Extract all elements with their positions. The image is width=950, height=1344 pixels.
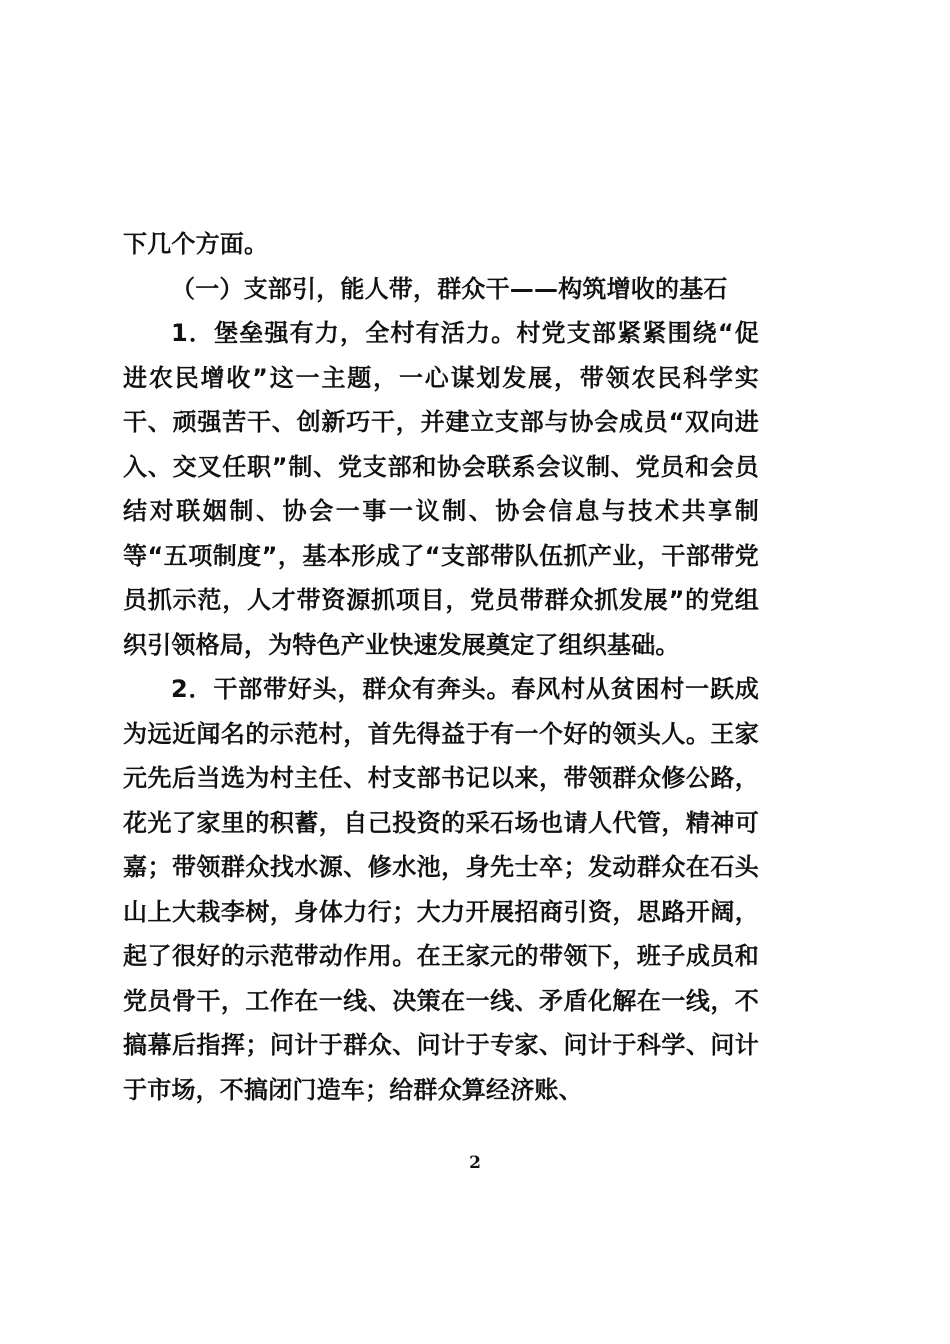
paragraph-2: 2．干部带好头，群众有奔头。春风村从贫困村一跃成为远近闻名的示范村，首先得益于有一个好的领头人。王家元先后当选为村主任、村支部书记以来，带领群众修公路，花光了家里的积蓄，自己投资的采石场也请人代管，精神可嘉；带领群众找水源、修水池，身先士卒；发动群众在石头山上大栽李树，身体力行；大力开展招商引资，思路开阔，起了很好的示范带动作用。在王家元的带领下，班子成员和党员骨干，工作在一线、决策在一线、矛盾化解在一线，不搞幕后指挥；问计于群众、问计于专家、问计于科学、问计于市场，不搞闭门造车；给群众算经济账、 <box>123 675 759 1104</box>
page-number: 2 <box>469 1153 481 1173</box>
document-body <box>123 222 759 1112</box>
continuation-line: 下几个方面。 <box>123 230 269 258</box>
section-heading: （一）支部引，能人带，群众干——构筑增收的基石 <box>171 274 728 303</box>
paragraph-1: 1．堡垒强有力，全村有活力。村党支部紧紧围绕“促进农民增收”这一主题，一心谋划发展，带领农民科学实干、顽强苦干、创新巧干，并建立支部与协会成员“双向进入、交叉任职”制、党支部和协会联系会议制、党员和会员结对联姻制、协会一事一议制、协会信息与技术共享制等“五项制度”，基本形成了“支部带队伍抓产业，干部带党员抓示范，人才带资源抓项目，党员带群众抓发展”的党组织引领格局，为特色产业快速发展奠定了组织基础。 <box>123 319 759 659</box>
